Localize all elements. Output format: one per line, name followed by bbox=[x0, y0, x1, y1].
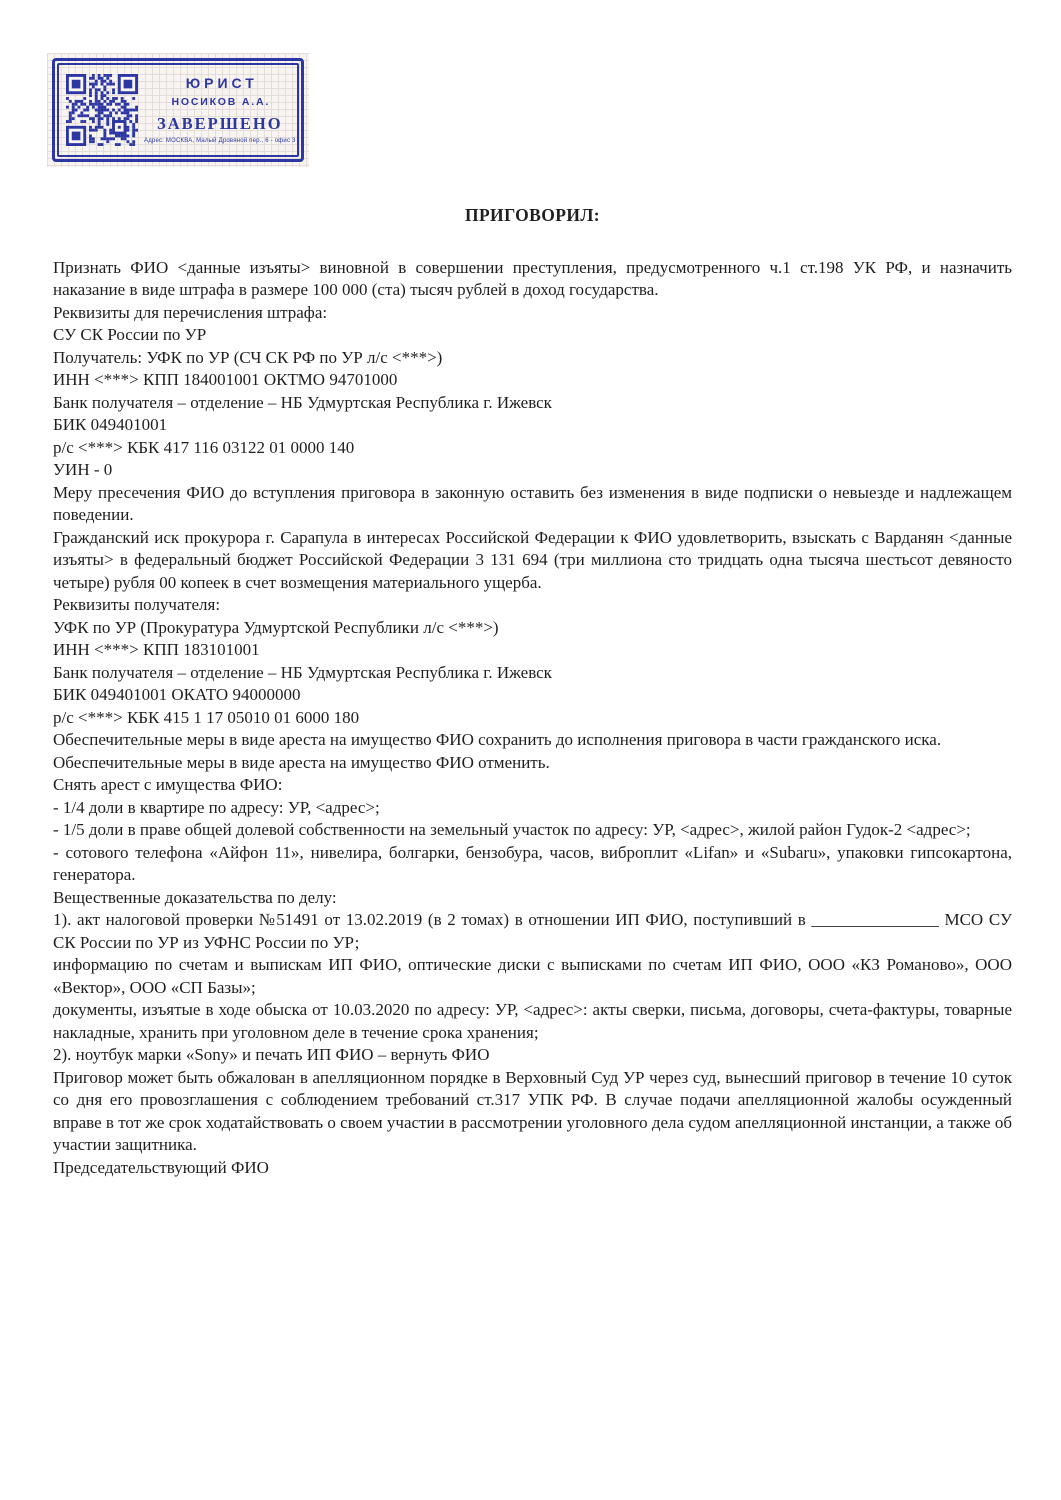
stamp-text-block bbox=[138, 76, 300, 144]
document-body bbox=[53, 204, 1012, 1179]
para-evidence-1: 1). акт налоговой проверки №51491 от 13.02.2019 (в 2 томах) в отношении ИП ФИО, поступивший в _______________ МСО СУ СК России по УР из УФНС России по УР; bbox=[53, 910, 1012, 952]
para-account-1: р/с <***> КБК 417 116 03122 01 0000 140 bbox=[53, 437, 355, 457]
para-evidence-2: информацию по счетам и выпискам ИП ФИО, оптические диски с выписками по счетам ИП ФИО, ООО «КЗ Романово», ООО «Вектор», ООО «СП Базы»; bbox=[53, 955, 1012, 997]
para-restraint-measure: Меру пресечения ФИО до вступления приговора в законную оставить без изменения в виде подписки о невыезде и надлежащем поведении. bbox=[53, 482, 1012, 524]
stamp-address: Адрес: МОСКВА, Малый Дровяной пер., 6 - офис 3 bbox=[144, 138, 296, 144]
stamp-status-badge: ЗАВЕРШЕНО bbox=[157, 113, 283, 133]
para-inn-2: ИНН <***> КПП 183101001 bbox=[53, 640, 260, 659]
verdict-heading: ПРИГОВОРИЛ: bbox=[464, 205, 601, 225]
para-sentence: Признать ФИО <данные изъяты> виновной в совершении преступления, предусмотренного ч.1 ст.198 УК РФ, и назначить наказание в виде штрафа в размере 100 000 (ста) тысяч рублей в доход государства. bbox=[53, 257, 1012, 299]
para-arrest-item-2: - 1/5 доли в праве общей долевой собственности на земельный участок по адресу: УР, <адрес>, жилой район Гудок-2 <адрес>; bbox=[53, 820, 971, 839]
para-civil-suit: Гражданский иск прокурора г. Сарапула в интересах Российской Федерации к ФИО удовлетворить, взыскать с Варданян <данные изъяты> в федеральный бюджет Российской Федерации 3 131 694 (три миллиона сто тридцать одна тысяча шестьсот девяносто четыре) рубля 00 копеек в счет возмещения материального ущерба. bbox=[53, 527, 1012, 592]
para-recipient-1: Получатель: УФК по УР (СЧ СК РФ по УР л/с <***>) bbox=[53, 347, 443, 367]
para-recipient-requisites-label: Реквизиты получателя: bbox=[53, 595, 221, 614]
qr-code-icon bbox=[66, 74, 138, 146]
para-security-cancel: Обеспечительные меры в виде ареста на имущество ФИО отменить. bbox=[53, 752, 550, 772]
para-su-sk: СУ СК России по УР bbox=[53, 325, 207, 344]
para-arrest-item-3: - сотового телефона «Айфон 11», нивелира, болгарки, бензобура, часов, виброплит «Lifan» и «Subaru», упаковки гипсокартона, генератора. bbox=[53, 842, 1012, 884]
para-evidence-label: Вещественные доказательства по делу: bbox=[53, 887, 337, 907]
para-bank-2: Банк получателя – отделение – НБ Удмуртская Республика г. Ижевск bbox=[53, 662, 552, 682]
para-bik-1: БИК 049401001 bbox=[53, 415, 168, 434]
para-bank-1: Банк получателя – отделение – НБ Удмуртская Республика г. Ижевск bbox=[53, 392, 552, 412]
para-appeal: Приговор может быть обжалован в апелляционном порядке в Верховный Суд УР через суд, вынесший приговор в течение 10 суток со дня его провозглашения с соблюдением требований ст.317 УПК РФ. В случае подачи апелляционной жалобы осужденный вправе в тот же срок ходатайствовать о своем участии в рассмотрении уголовного дела судом апелляционной инстанции, а также об участии защитника. bbox=[53, 1067, 1012, 1154]
para-recipient-2: УФК по УР (Прокуратура Удмуртской Республики л/с <***>) bbox=[53, 617, 499, 637]
stamp-inner-border bbox=[57, 63, 299, 157]
para-security-keep: Обеспечительные меры в виде ареста на имущество ФИО сохранить до исполнения приговора в части гражданского иска. bbox=[53, 730, 942, 749]
stamp-name: НОСИКОВ А.А. bbox=[171, 96, 271, 108]
para-fine-requisites-label: Реквизиты для перечисления штрафа: bbox=[53, 302, 328, 322]
para-evidence-3: документы, изъятые в ходе обыска от 10.03.2020 по адресу: УР, <адрес>: акты сверки, письма, договоры, счета-фактуры, товарные накладные, хранить при уголовном деле в течение срока хранения; bbox=[53, 1000, 1012, 1042]
para-uin: УИН - 0 bbox=[53, 460, 113, 479]
stamp-outer-border bbox=[52, 58, 304, 162]
para-evidence-4: 2). ноутбук марки «Sony» и печать ИП ФИО – вернуть ФИО bbox=[53, 1045, 490, 1064]
signature-line: Председательствующий ФИО bbox=[53, 1157, 269, 1177]
para-inn-1: ИНН <***> КПП 184001001 ОКТМО 94701000 bbox=[53, 370, 398, 389]
completion-stamp bbox=[47, 53, 309, 167]
para-release-arrest-label: Снять арест с имущества ФИО: bbox=[53, 775, 283, 794]
para-bik-2: БИК 049401001 ОКАТО 94000000 bbox=[53, 685, 301, 704]
para-account-2: р/с <***> КБК 415 1 17 05010 01 6000 180 bbox=[53, 707, 360, 727]
stamp-title: ЮРИСТ bbox=[185, 75, 258, 91]
para-arrest-item-1: - 1/4 доли в квартире по адресу: УР, <адрес>; bbox=[53, 797, 380, 817]
